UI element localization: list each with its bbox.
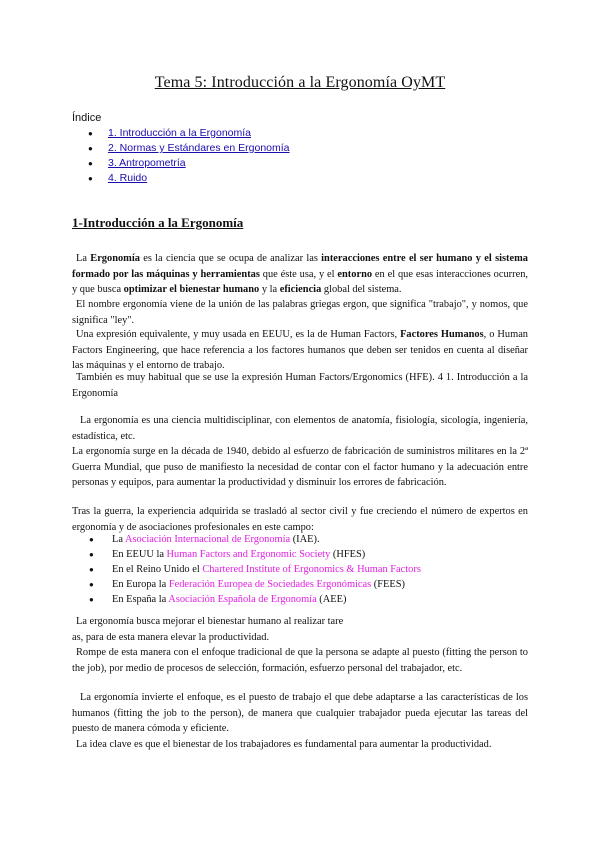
- paragraph-multidisciplinary: [72, 413, 528, 444]
- paragraph-goal: [72, 614, 528, 645]
- text-run: En EEUU la: [112, 549, 167, 560]
- text-run: Una expresión equivalente, y muy usada en EEUU, es la de Human Factors,: [76, 329, 401, 340]
- text-run: La idea clave es que el bienestar de los trabajadores es fundamental para aumentar la productividad.: [76, 739, 492, 750]
- bold-term: Ergonomía: [90, 253, 140, 264]
- toc-link-normas[interactable]: 2. Normas y Estándares en Ergonomía: [108, 142, 290, 154]
- text-run: La ergonomía invierte el enfoque, es el puesto de trabajo el que debe adaptarse a las características de los humanos (fitting the job to the person), de manera que cualquier trabajador pueda ejecutar las tareas del puesto de manera cómoda y eficiente.: [72, 692, 528, 734]
- table-of-contents: [72, 126, 290, 186]
- list-item: [72, 577, 421, 592]
- text-run: El nombre ergonomía viene de la unión de las palabras griegas ergon, que significa "trabajo", y nomos, que significa "ley".: [72, 299, 528, 326]
- toc-link-ruido[interactable]: 4. Ruido: [108, 172, 148, 184]
- toc-item: [72, 141, 290, 156]
- toc-item: [72, 126, 290, 141]
- text-run: (FEES): [371, 579, 405, 590]
- bold-term: eficiencia: [279, 284, 322, 295]
- text-run: En España la: [112, 594, 169, 605]
- text-run: (HFES): [330, 549, 366, 560]
- bold-term: Factores Humanos: [400, 329, 484, 340]
- paragraph-inverted-approach: [72, 690, 528, 737]
- text-run: que éste usa, y el: [259, 268, 338, 280]
- text-run: en el que esas interacciones ocurren, y que busca: [72, 268, 528, 295]
- text-run: global del sistema.: [321, 284, 402, 295]
- paragraph-key-idea: [72, 737, 528, 753]
- text-run: y la: [259, 284, 280, 295]
- section-heading: 1-Introducción a la Ergonomía: [72, 215, 244, 230]
- list-item: [72, 592, 421, 607]
- paragraph-traditional-approach: [72, 645, 528, 676]
- text-run: La ergonomía surge en la década de 1940, debido al esfuerzo de fabricación de suministros militares en la 2ª Guerra Mundial, que puso de manifiesto la necesidad de contar con el factor humano y la adecuación entre personas y equipos, para aumentar la productividad y disminuir los errores de fabricación.: [72, 446, 528, 488]
- list-item: [72, 547, 421, 562]
- text-run: (AEE): [316, 594, 347, 605]
- document-title: Tema 5: Introducción a la Ergonomía OyMT: [154, 74, 446, 91]
- text-run: En Europa la: [112, 579, 169, 590]
- paragraph-definition: [72, 251, 528, 298]
- paragraph-etymology: [72, 297, 528, 328]
- text-run: es la ciencia que se ocupa de analizar las: [139, 253, 322, 264]
- text-run: La ergonomía es una ciencia multidisciplinar, con elementos de anatomía, fisiología, sicología, ingeniería, estadística, etc.: [72, 415, 528, 442]
- toc-item: [72, 156, 290, 171]
- text-run: La: [76, 253, 91, 264]
- text-run: , o Human Factors Engineering, que hace referencia a los factores humanos que deben ser tenidos en cuenta al diseñar las máquinas y el entorno de trabajo.: [72, 329, 529, 371]
- toc-link-introduccion[interactable]: 1. Introducción a la Ergonomía: [108, 127, 252, 139]
- list-item: [72, 532, 421, 547]
- link-fees[interactable]: Federación Europea de Sociedades Ergonómicas: [168, 579, 372, 590]
- text-run: La: [112, 534, 125, 545]
- text-run: En el Reino Unido el: [112, 564, 203, 575]
- paragraph-postwar: [72, 504, 528, 535]
- toc-item: [72, 171, 290, 186]
- text-run: (IAE).: [290, 534, 320, 545]
- link-aee[interactable]: Asociación Española de Ergonomía: [168, 594, 317, 605]
- bold-term: entorno: [337, 268, 373, 280]
- bold-term: interacciones entre el ser humano y el sistema formado por las máquinas y herramientas: [72, 253, 528, 280]
- paragraph-history: [72, 444, 528, 491]
- associations-list: [72, 532, 421, 607]
- link-iae[interactable]: Asociación Internacional de Ergonomía: [124, 534, 291, 545]
- toc-link-antropometria[interactable]: 3. Antropometría: [108, 157, 186, 169]
- text-run: Rompe de esta manera con el enfoque tradicional de que la persona se adapte al puesto (fitting the person to the job), por medio de procesos de selección, formación, esfuerzo personal del trabajador, etc.: [72, 647, 528, 674]
- text-run: as, para de esta manera elevar la productividad.: [72, 631, 270, 643]
- index-label: Índice: [72, 112, 102, 124]
- link-ciehf[interactable]: Chartered Institute of Ergonomics & Human Factors: [202, 564, 421, 575]
- paragraph-hfe: [72, 370, 528, 401]
- link-hfes[interactable]: Human Factors and Ergonomic Society: [166, 549, 331, 560]
- bold-term: optimizar el bienestar humano: [123, 284, 260, 295]
- text-run: Tras la guerra, la experiencia adquirida se trasladó al sector civil y fue creciendo el número de expertos en ergonomía y de asociaciones profesionales en este campo:: [72, 506, 528, 533]
- text-run: También es muy habitual que se use la expresión Human Factors/Ergonomics (HFE). 4 1. Introducción a la Ergonomía: [72, 372, 528, 399]
- text-run: La ergonomía busca mejorar el bienestar humano al realizar tare: [76, 616, 344, 627]
- paragraph-human-factors: [72, 327, 528, 374]
- list-item: [72, 562, 421, 577]
